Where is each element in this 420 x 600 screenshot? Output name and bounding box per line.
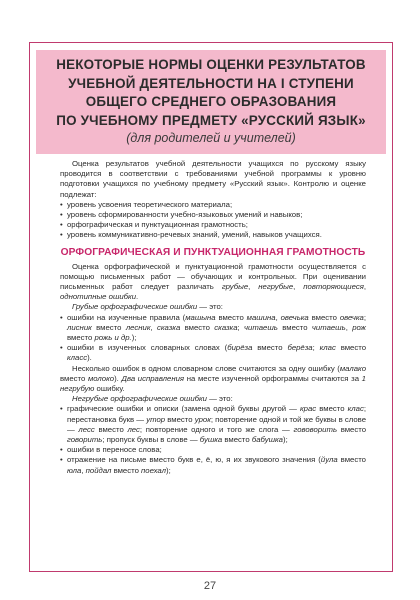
list-item: • уровень коммуникативно-речевых знаний, умений, навыков учащихся. bbox=[60, 230, 322, 240]
list-item: • орфографическая и пунктуационная грамотность; bbox=[60, 220, 248, 230]
list-item: • ошибки в переносе слова; bbox=[60, 445, 162, 455]
list-item: • графические ошибки и описки (замена одной буквы другой — крас вместо клас; перестановка букв — утор вместо урок; повторение одной и той же буквы в слове — лесс вместо лес; повторение одного и того же слога — гововорить вместо говорить; пропуск буквы в слове — бушка вместо бабушка); bbox=[60, 404, 367, 445]
list-item: • отражение на письме вместо букв е, ё, ю, я их звукового значения (йула вместо юла, пойдал вместо поехал); bbox=[60, 455, 366, 475]
intro-paragraph: Оценка результатов учебной деятельности учащихся по русскому языку проводится в соответствии с требованиями учебной программы к уровню подготовки учащихся по учебному предмету «Русский язык». Контролю и оценке подлежат: bbox=[60, 159, 366, 199]
page-number: 27 bbox=[203, 580, 217, 592]
list-item: • уровень усвоения теоретического материала; bbox=[60, 199, 233, 209]
title-line-4: ПО УЧЕБНОМУ ПРЕДМЕТУ «РУССКИЙ ЯЗЫК» bbox=[56, 112, 366, 128]
body-text bbox=[60, 159, 366, 476]
title-line-1: НЕКОТОРЫЕ НОРМЫ ОЦЕНКИ РЕЗУЛЬТАТОВ bbox=[56, 57, 366, 72]
section-heading: ОРФОГРАФИЧЕСКАЯ И ПУНКТУАЦИОННАЯ ГРАМОТНОСТЬ bbox=[60, 246, 366, 258]
title-banner bbox=[36, 50, 386, 154]
dictionary-words-paragraph: Несколько ошибок в одном словарном слове считаются за одну ошибку (малако вместо молоко). Два исправления на месте изученной орфограммы считаются за 1 негрубую ошибку. bbox=[60, 363, 366, 394]
list-item: • ошибки в изученных словарных словах (бирёза вместо берёза; клас вместо класс). bbox=[60, 343, 367, 363]
list-item: • уровень сформированности учебно-языковых умений и навыков; bbox=[60, 210, 303, 220]
list-item: • ошибки на изученные правила (машына вместо машина, овечька вместо овечка; лисник вместо лесник, сказка вместо сказка; читаешь вместо читаешь, рож вместо рожь и др.); bbox=[60, 312, 367, 343]
title-line-2: УЧЕБНОЙ ДЕЯТЕЛЬНОСТИ НА I СТУПЕНИ bbox=[68, 75, 354, 91]
nongross-errors-label: Негрубые орфографические ошибки — это: bbox=[72, 394, 233, 404]
assessment-paragraph: Оценка орфографической и пунктуационной грамотности осуществляется с помощью письменных работ — обучающих и контрольных. При оценивании письменных работ следует различать грубые, негрубые, повторяющиеся, однотипные ошибки. bbox=[60, 261, 366, 302]
subtitle: (для родителей и учителей) bbox=[126, 131, 296, 145]
title-line-3: ОБЩЕГО СРЕДНЕГО ОБРАЗОВАНИЯ bbox=[85, 94, 337, 109]
gross-errors-label: Грубые орфографические ошибки — это: bbox=[72, 302, 223, 312]
